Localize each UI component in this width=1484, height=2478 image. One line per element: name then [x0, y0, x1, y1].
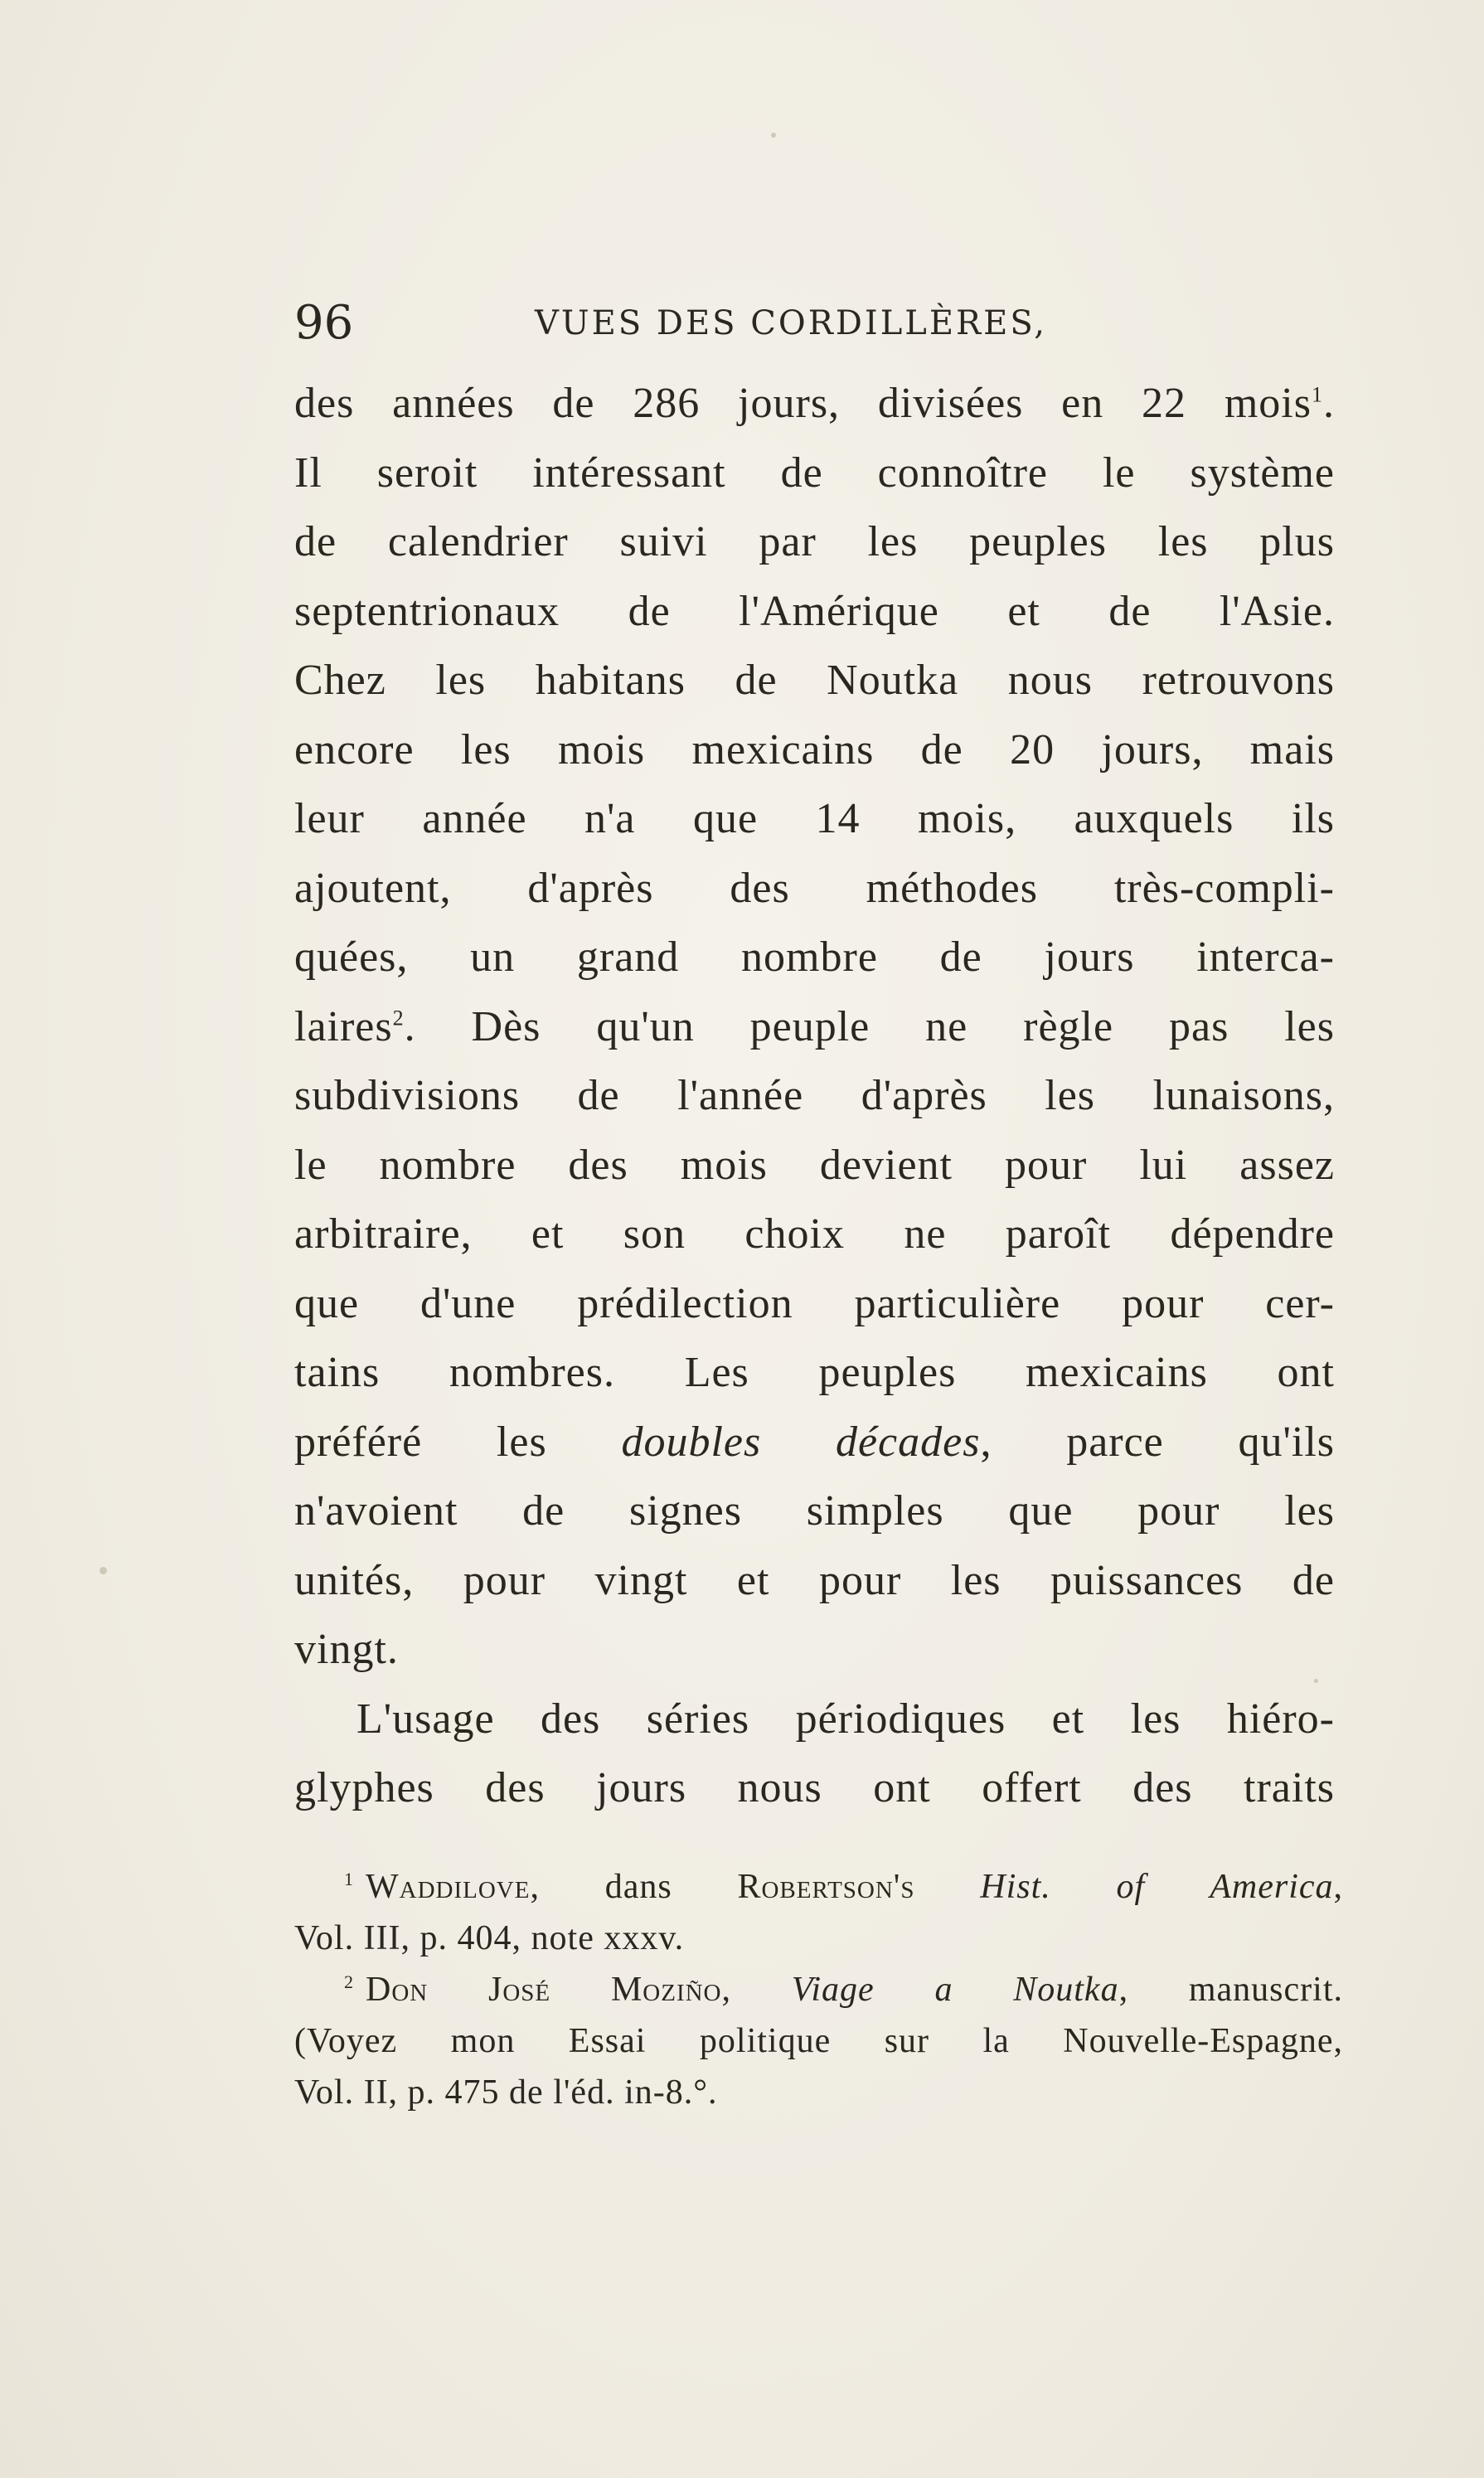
body-text — [294, 369, 1335, 1823]
running-head: VUES DES CORDILLÈRES, — [535, 304, 1048, 342]
page-number: 96 — [294, 296, 354, 350]
footnote-mark: 1 — [344, 1869, 354, 1889]
footnote-1-continued: Vol. III, p. 404, note xxxv. — [294, 1919, 685, 1957]
text-line: des années de 286 jours, divisées en 22 mois$^1$. — [294, 380, 1335, 427]
text-line: n'avoient de signes simples que pour les — [294, 1487, 1335, 1535]
text-line: laires$^2$. Dès qu'un peuple ne règle pas les — [294, 1002, 1335, 1050]
page-header — [294, 294, 1190, 352]
text-line: subdivisions de l'année d'après les lunaisons, — [294, 1072, 1335, 1119]
text-line: préféré les doubles décades, parce qu'ils — [294, 1418, 1336, 1466]
text-line: Chez les habitans de Noutka nous retrouvons — [294, 657, 1335, 704]
text-line: unités, pour vingt et pour les puissances de — [294, 1556, 1335, 1604]
text-line: septentrionaux de l'Amérique et de l'Asie. — [294, 587, 1335, 635]
footnotes — [294, 1861, 1343, 2118]
footnote-1: $^1$ Waddilove, dans Robertson's Hist. of America, — [344, 1868, 1344, 1906]
text-line: quées, un grand nombre de jours interca- — [294, 933, 1335, 981]
footnote-2-continued: Vol. II, p. 475 de l'éd. in-8.°. — [294, 2073, 718, 2112]
footnote-2: $^2$ Don José Moziño, Viage a Noutka, manuscrit. — [344, 1971, 1343, 2009]
text-line: le nombre des mois devient pour lui assez — [294, 1141, 1335, 1189]
footnote-mark: 2 — [344, 1971, 354, 1992]
text-line: ajoutent, d'après des méthodes très-compli- — [294, 864, 1335, 912]
text-line: L'usage des séries périodiques et les hiéro- — [356, 1695, 1335, 1743]
text-line: que d'une prédilection particulière pour cer- — [294, 1279, 1335, 1327]
text-line: arbitraire, et son choix ne paroît dépendre — [294, 1210, 1335, 1258]
text-line: vingt. — [294, 1626, 399, 1673]
text-line: glyphes des jours nous ont offert des traits — [294, 1764, 1335, 1811]
text-line: de calendrier suivi par les peuples les plus — [294, 518, 1335, 565]
paper-speck — [771, 133, 776, 138]
text-line: leur année n'a que 14 mois, auxquels ils — [294, 795, 1335, 842]
footnote-ref: 2 — [392, 1006, 405, 1030]
text-line: encore les mois mexicains de 20 jours, mais — [294, 725, 1335, 773]
text-line: tains nombres. Les peuples mexicains ont — [294, 1349, 1335, 1396]
text-line: Il seroit intéressant de connoître le système — [294, 449, 1335, 497]
paper-speck — [99, 1567, 107, 1574]
footnote-2-continued: (Voyez mon Essai politique sur la Nouvelle-Espagne, — [294, 2022, 1343, 2060]
footnote-ref: 1 — [1312, 382, 1323, 407]
italic-phrase: doubles décades — [621, 1418, 981, 1466]
